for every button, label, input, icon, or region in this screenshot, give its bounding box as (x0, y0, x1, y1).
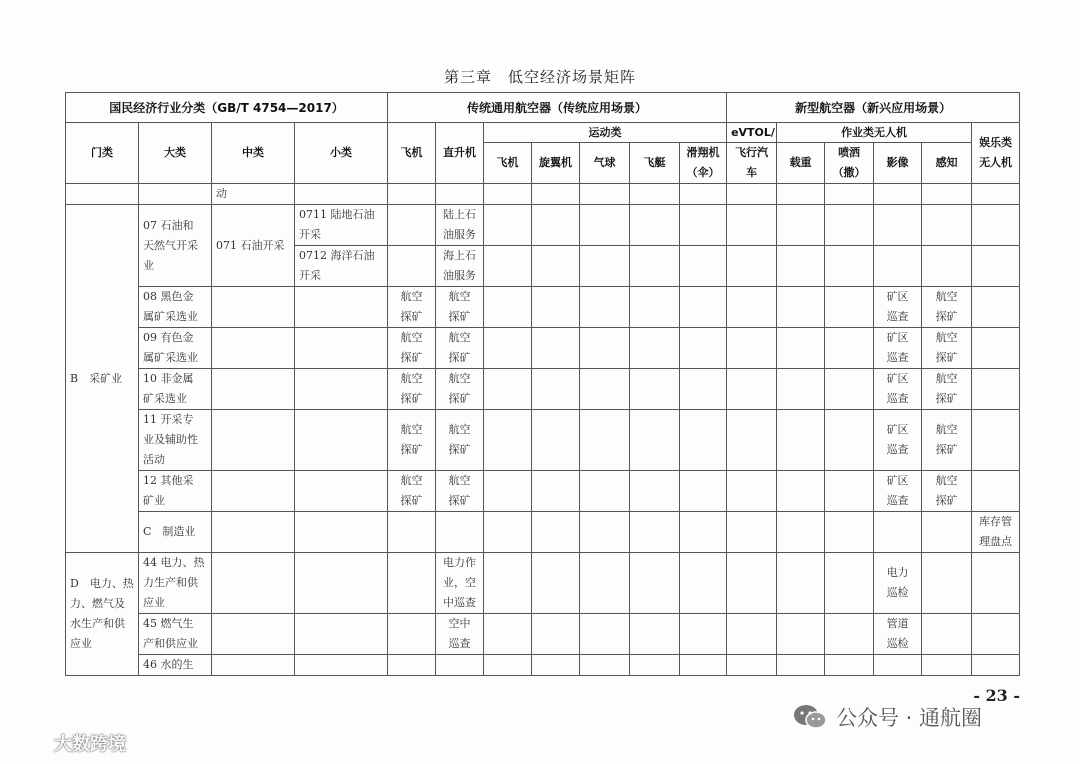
division-09: 09 有色金 属矿采选业 (139, 328, 212, 369)
table-cell: 航空 探矿 (436, 328, 484, 369)
table-cell: 航空 探矿 (388, 410, 436, 471)
class-0711: 0711 陆地石油 开采 (295, 205, 388, 246)
col-evtol-bottom: 飞行汽 车 (727, 143, 777, 184)
col-sport-group: 运动类 (484, 123, 727, 143)
col-imaging: 影像 (874, 143, 922, 184)
table-row (66, 553, 1020, 614)
table-cell: 矿区 巡查 (874, 287, 922, 328)
category-manufacturing: C 制造业 (139, 512, 212, 553)
table-cell: 陆上石 油服务 (436, 205, 484, 246)
new-aircraft-header: 新型航空器（新兴应用场景） (727, 93, 1020, 123)
table-cell: 航空 探矿 (922, 471, 972, 512)
col-glider: 滑翔机 （伞） (680, 143, 727, 184)
col-plane: 飞机 (388, 123, 436, 184)
watermark-text: 公众号 · 通航圈 (836, 706, 983, 730)
col-men: 门类 (66, 123, 139, 184)
traditional-aircraft-header: 传统通用航空器（传统应用场景） (388, 93, 727, 123)
table-row (66, 410, 1020, 471)
division-46: 46 水的生 (139, 655, 212, 676)
table-row (66, 184, 1020, 205)
table-cell: 航空 探矿 (388, 369, 436, 410)
col-work-drone-group: 作业类无人机 (777, 123, 972, 143)
table-cell: 海上石 油服务 (436, 246, 484, 287)
division-11: 11 开采专 业及辅助性 活动 (139, 410, 212, 471)
table-row (66, 614, 1020, 655)
table-row (66, 655, 1020, 676)
table-row (66, 471, 1020, 512)
table-cell: 矿区 巡查 (874, 369, 922, 410)
table-cell: 航空 探矿 (922, 369, 972, 410)
table-cell: 航空 探矿 (388, 287, 436, 328)
table-cell: 动 (212, 184, 295, 205)
table-cell: 航空 探矿 (922, 328, 972, 369)
division-44: 44 电力、热 力生产和供 应业 (139, 553, 212, 614)
table-cell: 航空 探矿 (388, 471, 436, 512)
table-cell: 空中 巡查 (436, 614, 484, 655)
table-cell: 航空 探矿 (436, 287, 484, 328)
col-helicopter: 直升机 (436, 123, 484, 184)
table-cell: 矿区 巡查 (874, 328, 922, 369)
table-cell: 航空 探矿 (436, 410, 484, 471)
division-08: 08 黑色金 属矿采选业 (139, 287, 212, 328)
class-0712: 0712 海洋石油 开采 (295, 246, 388, 287)
table-cell: 矿区 巡查 (874, 471, 922, 512)
table-cell: 电力 巡检 (874, 553, 922, 614)
col-balloon: 气球 (580, 143, 630, 184)
table-row (66, 287, 1020, 328)
category-utilities: D 电力、热 力、燃气及 水生产和供 应业 (66, 553, 139, 676)
division-07: 07 石油和 天然气开采 业 (139, 205, 212, 287)
watermark-brand-text: 大数跨境 (54, 734, 126, 755)
table-cell: 电力作 业，空 中巡查 (436, 553, 484, 614)
industry-classification-header: 国民经济行业分类（GB/T 4754—2017） (66, 93, 388, 123)
col-airship: 飞艇 (630, 143, 680, 184)
group-071: 071 石油开采 (212, 205, 295, 287)
col-sensing: 感知 (922, 143, 972, 184)
col-ent-drone: 娱乐类 无人机 (972, 123, 1020, 184)
table-row (66, 369, 1020, 410)
col-sport-plane: 飞机 (484, 143, 532, 184)
col-xiao: 小类 (295, 123, 388, 184)
table-cell: 航空 探矿 (388, 328, 436, 369)
watermark-wechat (792, 702, 982, 732)
table-cell: 矿区 巡查 (874, 410, 922, 471)
table-cell: 库存管 理盘点 (972, 512, 1020, 553)
col-zhong: 中类 (212, 123, 295, 184)
division-10: 10 非金属 矿采选业 (139, 369, 212, 410)
table-cell: 航空 探矿 (922, 287, 972, 328)
col-cargo: 载重 (777, 143, 825, 184)
scenario-matrix-table (65, 92, 1020, 676)
brand-logo-icon (10, 732, 46, 754)
watermark-brand (10, 730, 126, 756)
table-cell: 管道 巡检 (874, 614, 922, 655)
division-12: 12 其他采 矿业 (139, 471, 212, 512)
table-cell: 航空 探矿 (436, 369, 484, 410)
table-cell: 航空 探矿 (922, 410, 972, 471)
table-row (66, 328, 1020, 369)
col-rotorcraft: 旋翼机 (532, 143, 580, 184)
page-number: - 23 - (973, 686, 1020, 705)
table-row (66, 205, 1020, 246)
wechat-icon (792, 702, 828, 732)
col-da: 大类 (139, 123, 212, 184)
division-45: 45 燃气生 产和供应业 (139, 614, 212, 655)
col-evtol-top: eVTOL/ (727, 123, 777, 143)
page-title: 第三章 低空经济场景矩阵 (443, 68, 636, 86)
table-row (66, 512, 1020, 553)
category-mining: B 采矿业 (66, 205, 139, 553)
col-spray: 喷洒 （撒） (825, 143, 874, 184)
table-cell: 航空 探矿 (436, 471, 484, 512)
